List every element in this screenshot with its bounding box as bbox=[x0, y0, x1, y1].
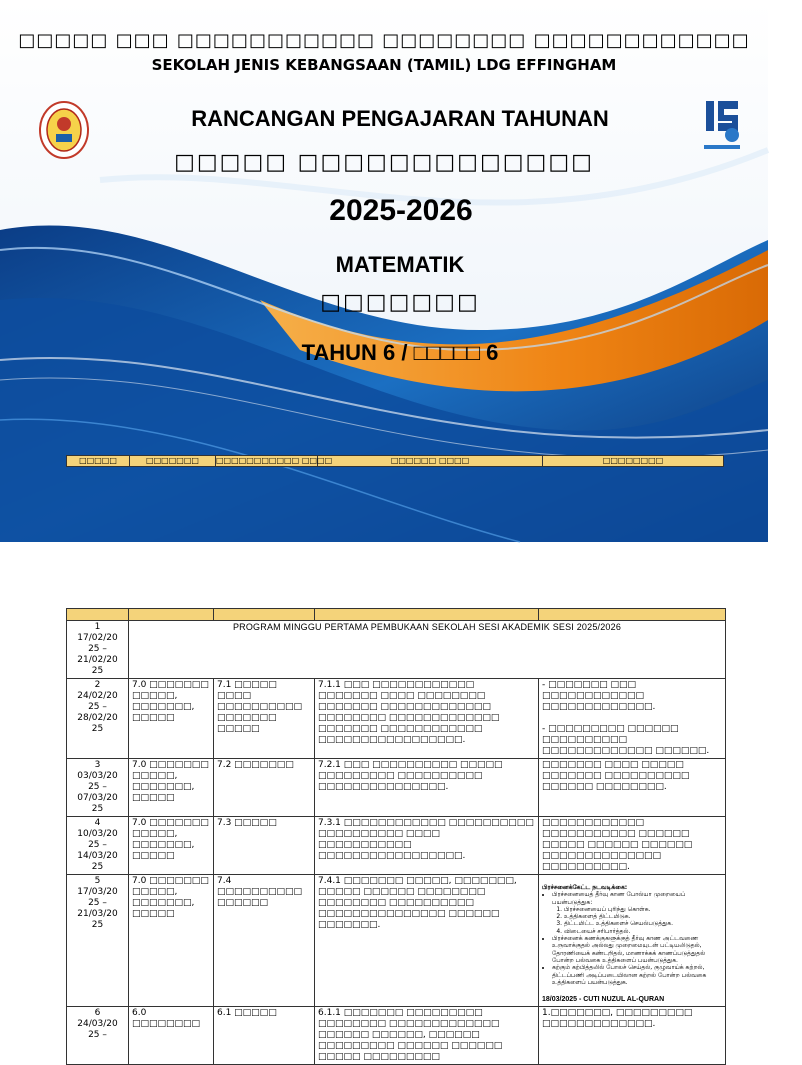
notes-cell: □□□□□□□ □□□□ □□□□□ □□□□□□□ □□□□□□□□□□ □□□□□□ □□□□□□□□. bbox=[539, 759, 726, 817]
table-row bbox=[67, 679, 726, 759]
topic-cell: 7.0 □□□□□□□ □□□□□, □□□□□□□, □□□□□ bbox=[129, 817, 214, 875]
subject-title: MATEMATIK bbox=[335, 252, 465, 277]
table-row bbox=[67, 1007, 726, 1065]
year-level: TAHUN 6 / □□□□□ 6 bbox=[301, 340, 499, 365]
topic-cell: 7.0 □□□□□□□ □□□□□, □□□□□□□, □□□□□ bbox=[129, 875, 214, 1007]
header-notes: □□□□□□□□ bbox=[602, 456, 664, 465]
learning-standard-cell: 6.1.1 □□□□□□□ □□□□□□□□□ □□□□□□□□ □□□□□□□□□□□□□ □□□□□□ □□□□□□, □□□□□□ □□□□□□□□□ □□□□□□ □□□□□□ □□□□□ □□□□□□□□□ bbox=[315, 1007, 539, 1065]
cover-table-header bbox=[66, 455, 724, 467]
academic-year: 2025-2026 bbox=[329, 194, 473, 227]
header-week: □□□□□ bbox=[67, 456, 130, 466]
content-standard-cell: 7.3 □□□□□ bbox=[214, 817, 315, 875]
content-standard-cell: 7.2 □□□□□□□ bbox=[214, 759, 315, 817]
learning-standard-cell: 7.3.1 □□□□□□□□□□□□ □□□□□□□□□□ □□□□□□□□□□ □□□□ □□□□□□□□□□□ □□□□□□□□□□□□□□□□□. bbox=[315, 817, 539, 875]
header-topic: □□□□□□□ bbox=[130, 456, 216, 466]
table-row bbox=[67, 621, 726, 679]
header-learning-standard: □□□□□□ □□□□ bbox=[318, 456, 543, 466]
notes-cell: □□□□□□□□□□□□ □□□□□□□□□□□ □□□□□□ □□□□□ □□□□□□ □□□□□□ □□□□□□□□□□□□□□ □□□□□□□□□□. bbox=[539, 817, 726, 875]
content-standard-cell: 6.1 □□□□□ bbox=[214, 1007, 315, 1065]
document-title: RANCANGAN PENGAJARAN TAHUNAN bbox=[191, 106, 609, 131]
header-content-standard: □□□□□□□□□□□ □□□□ bbox=[216, 456, 333, 465]
table-row bbox=[67, 875, 726, 1007]
yearly-plan-table bbox=[66, 608, 726, 1065]
subject-title-tamil: □□□□□□□ bbox=[320, 290, 480, 315]
week-cell: 1 17/02/20 25 – 21/02/20 25 bbox=[67, 621, 129, 679]
learning-standard-cell: 7.4.1 □□□□□□□ □□□□□, □□□□□□□, □□□□□ □□□□□□ □□□□□□□□ □□□□□□□□ □□□□□□□□□□ □□□□□□□□□□□□□□□ □□□□□□ □□□□□□□. bbox=[315, 875, 539, 1007]
teaching-notes: பிரச்சனைக்கேட்ட நடவடிக்கை: • பிரச்சனையைத் தீர்வு காண போல்யா முறையைப் பயன்படுத்துக: 1. பிரச்சனையைப் புரிந்து கொள்க. 2. உத்திகளைத் திட்டமிடுக. 3. திட்டமிட்ட உத்திகளைச் செயல்படுத்துக. 4. விடையைச் சரிபார்த்தல். • பிரச்சனைக் கணக்குகளுக்குத் தீர்வு காண அட்டவணை உருவாக்குதல் அல்லது முறைமையுடன் பட்டியலிடுதல், தோரணியைக் கண்டறிதல், மாணாக்கக் காணப்படுத்துதல் போன்ற பல்வகை உத்திகளைப் பயன்படுத்துக. • கற்கும் கற்பித்தலில் போலச் செய்தல், குழுவாய்க் கற்றல், திட்டப்பணி அடிப்படையிலான கற்றல் போன்ற பல்வகை உத்திகளைப் பயன்படுத்துக. bbox=[542, 884, 722, 986]
week-cell: 4 10/03/20 25 – 14/03/20 25 bbox=[67, 817, 129, 875]
notes-cell: - □□□□□□□ □□□ □□□□□□□□□□□□ □□□□□□□□□□□□□. - □□□□□□□□□ □□□□□□ □□□□□□□□□□ □□□□□□□□□□□□□ □□□□□□. bbox=[539, 679, 726, 759]
topic-cell: 6.0 □□□□□□□□ bbox=[129, 1007, 214, 1065]
content-standard-cell: 7.4 □□□□□□□□□□ □□□□□□ bbox=[214, 875, 315, 1007]
cover-page bbox=[0, 0, 768, 542]
notes-cell bbox=[539, 875, 726, 1007]
learning-standard-cell: 7.1.1 □□□ □□□□□□□□□□□□ □□□□□□□ □□□□ □□□□□□□□ □□□□□□□ □□□□□□□□□□□□□ □□□□□□□□ □□□□□□□□□□□□□ □□□□□□□ □□□□□□□□□□□□ □□□□□□□□□□□□□□□□□. bbox=[315, 679, 539, 759]
week-cell: 2 24/02/20 25 – 28/02/20 25 bbox=[67, 679, 129, 759]
holiday-note: 18/03/2025 - CUTI NUZUL AL-QURAN bbox=[542, 996, 665, 1004]
table-row bbox=[67, 817, 726, 875]
table-row bbox=[67, 759, 726, 817]
notes-cell: 1.□□□□□□□, □□□□□□□□□ □□□□□□□□□□□□□. bbox=[539, 1007, 726, 1065]
school-name: SEKOLAH JENIS KEBANGSAAN (TAMIL) LDG EFFINGHAM bbox=[151, 56, 617, 74]
document-title-tamil: □□□□□ □□□□□□□□□□□□□ bbox=[174, 150, 594, 175]
learning-standard-cell: 7.2.1 □□□ □□□□□□□□□□ □□□□□ □□□□□□□□□ □□□□□□□□□□ □□□□□□□□□□□□□□□. bbox=[315, 759, 539, 817]
content-standard-cell: 7.1 □□□□□ □□□□ □□□□□□□□□□ □□□□□□□ □□□□□ bbox=[214, 679, 315, 759]
table-header-row bbox=[67, 609, 726, 621]
topic-cell: 7.0 □□□□□□□ □□□□□, □□□□□□□, □□□□□ bbox=[129, 759, 214, 817]
week-cell: 6 24/03/20 25 – bbox=[67, 1007, 129, 1065]
topic-cell: 7.0 □□□□□□□ □□□□□, □□□□□□□, □□□□□ bbox=[129, 679, 214, 759]
week-cell: 3 03/03/20 25 – 07/03/20 25 bbox=[67, 759, 129, 817]
program-cell: PROGRAM MINGGU PERTAMA PEMBUKAAN SEKOLAH SESI AKADEMIK SESI 2025/2026 bbox=[129, 621, 726, 679]
week-cell: 5 17/03/20 25 – 21/03/20 25 bbox=[67, 875, 129, 1007]
school-name-tamil: □□□□□ □□□ □□□□□□□□□□□ □□□□□□□□ □□□□□□□□□□□□ bbox=[18, 30, 750, 51]
